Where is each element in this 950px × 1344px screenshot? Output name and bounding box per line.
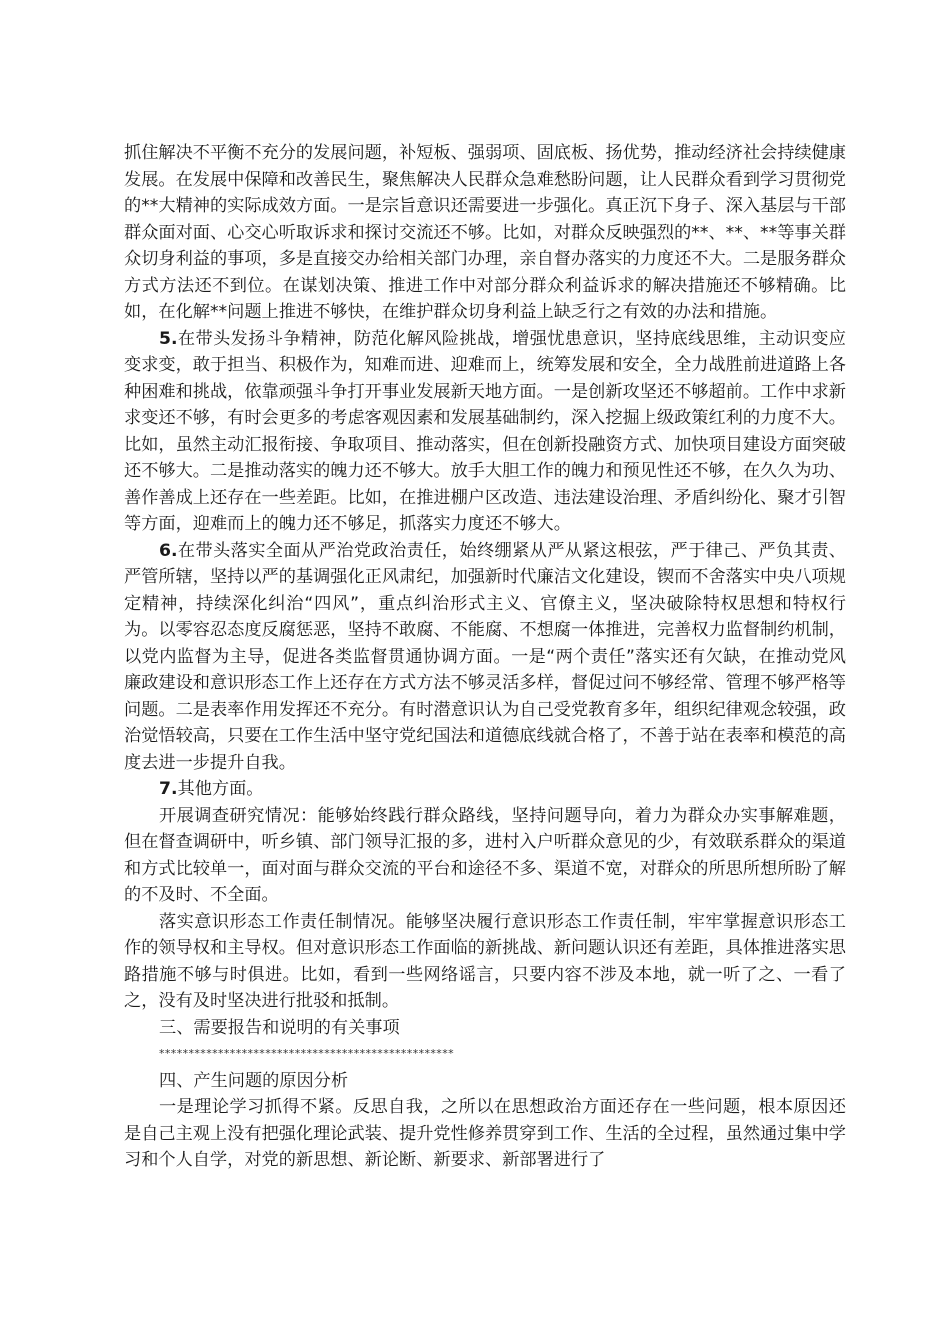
item-text-5: 在带头发扬斗争精神，防范化解风险挑战，增强忧患意识，坚持底线思维，主动识变应变求变，敢于担当、积极作为，知难而进、迎难而上，统筹发展和安全，全力战胜前进道路上各种困难和挑战，依靠顽强斗争打开事业发展新天地方面。一是创新攻坚还不够超前。工作中求新求变还不够，有时会更多的考虑客观因素和发展基础制约，深入挖掘上级政策红利的力度不大。比如，虽然主动汇报衔接、争取项目、推动落实，但在创新投融资方式、加快项目建设方面突破还不够大。二是推动落实的魄力还不够大。放手大胆工作的魄力和预见性还不够，在久久为功、善作善成上还存在一些差距。比如，在推进棚户区改造、违法建设治理、矛盾纠纷化、聚才引智等方面，迎难而上的魄力还不够足，抓落实力度还不够大。	[124, 328, 846, 534]
redacted-line: **************************************************	[159, 1047, 454, 1060]
item-number-5: 5.	[159, 328, 178, 349]
heading-section-3: 三、需要报告和说明的有关事项	[159, 1017, 400, 1038]
item-text-7: 其他方面。	[177, 779, 264, 799]
paragraph-item-6	[124, 538, 846, 777]
paragraph-item-7	[124, 776, 846, 803]
item-number-6: 6.	[159, 540, 178, 561]
paragraph-cause-analysis: 一是理论学习抓得不紧。反思自我，之所以在思想政治方面还存在一些问题，根本原因还是自己主观上没有把强化理论武装、提升党性修养贯穿到工作、生活的全过程，虽然通过集中学习和个人自学，对党的新思想、新论断、新要求、新部署进行了	[124, 1097, 846, 1170]
paragraph-ideology: 落实意识形态工作责任制情况。能够坚决履行意识形态工作责任制，牢牢掌握意识形态工作的领导权和主导权。但对意识形态工作面临的新挑战、新问题认识还有差距，具体推进落实思路措施不够与时俱进。比如，看到一些网络谣言，只要内容不涉及本地，就一听了之、一看了之，没有及时坚决进行批驳和抵制。	[124, 911, 846, 1011]
paragraph-livelihood: 抓住解决不平衡不充分的发展问题，补短板、强弱项、固底板、扬优势，推动经济社会持续健康发展。在发展中保障和改善民生，聚焦解决人民群众急难愁盼问题，让人民群众看到学习贯彻党的**大精神的实际成效方面。一是宗旨意识还需要进一步强化。真正沉下身子、深入基层与干部群众面对面、心交心听取诉求和探讨交流还不够。比如，对群众反映强烈的**、**、**等事关群众切身利益的事项，多是直接交办给相关部门办理，亲自督办落实的力度还不大。二是服务群众方式方法还不到位。在谋划决策、推进工作中对部分群众利益诉求的解决措施还不够精确。比如，在化解**问题上推进不够快，在维护群众切身利益上缺乏行之有效的办法和措施。	[124, 143, 846, 322]
heading-section-4: 四、产生问题的原因分析	[159, 1070, 349, 1091]
paragraph-research: 开展调查研究情况：能够始终践行群众路线，坚持问题导向，着力为群众办实事解难题，但在督查调研中，听乡镇、部门领导汇报的多，进村入户听群众意见的少，有效联系群众的渠道和方式比较单一，面对面与群众交流的平台和途径不多、渠道不宽，对群众的所思所想所盼了解的不及时、不全面。	[124, 805, 846, 905]
document-page	[124, 140, 846, 1174]
item-text-6: 在带头落实全面从严治党政治责任，始终绷紧从严从紧这根弦，严于律己、严负其责、严管所辖，坚持以严的基调强化正风肃纪，加强新时代廉洁文化建设，锲而不舍落实中央八项规定精神，持续深化纠治“四风”，重点纠治形式主义、官僚主义，坚决破除特权思想和特权行为。以零容忍态度反腐惩恶，坚持不敢腐、不能腐、不想腐一体推进，完善权力监督制约机制，以党内监督为主导，促进各类监督贯通协调方面。一是“两个责任”落实还有欠缺，在推动党风廉政建设和意识形态工作上还存在方式方法不够灵活多样，督促过问不够经常、管理不够严格等问题。二是表率作用发挥还不充分。有时潜意识认为自己受党教育多年，组织纪律观念较强，政治觉悟较高，只要在工作生活中坚守党纪国法和道德底线就合格了，不善于站在表率和模范的高度去进一步提升自我。	[124, 540, 846, 773]
paragraph-item-5	[124, 326, 846, 538]
item-number-7: 7.	[159, 779, 178, 799]
